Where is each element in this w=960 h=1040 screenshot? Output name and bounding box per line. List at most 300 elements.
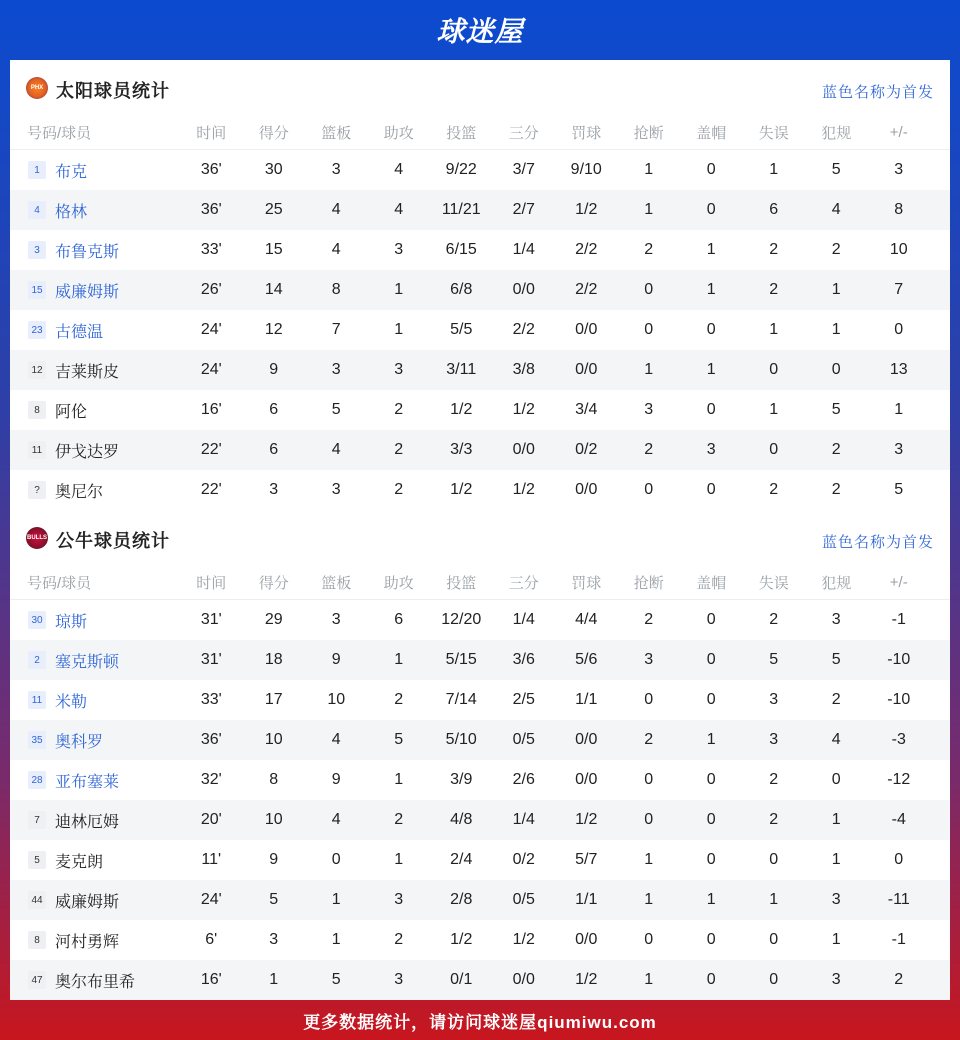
stat-blocks: 0 bbox=[706, 201, 716, 218]
stat-turnovers: 1 bbox=[769, 401, 779, 418]
stat-minutes: 22' bbox=[200, 441, 222, 458]
table-row bbox=[10, 190, 950, 230]
stat-blocks: 1 bbox=[706, 241, 716, 258]
jersey-number: 2 bbox=[28, 651, 46, 669]
column-header: 罚球 bbox=[571, 575, 602, 592]
table-row bbox=[10, 270, 950, 310]
stat-assists: 2 bbox=[394, 931, 404, 948]
stat-field-goals: 3/9 bbox=[450, 771, 473, 788]
stat-free-throws: 0/0 bbox=[575, 931, 598, 948]
column-header: 三分 bbox=[508, 125, 539, 142]
player-cell bbox=[10, 889, 180, 912]
column-header: 投篮 bbox=[446, 125, 477, 142]
stat-minutes: 26' bbox=[200, 281, 222, 298]
stat-free-throws: 5/6 bbox=[575, 651, 598, 668]
stat-fouls: 1 bbox=[831, 321, 841, 338]
stat-minutes: 11' bbox=[201, 851, 222, 868]
stat-assists: 1 bbox=[394, 651, 404, 668]
stat-points: 29 bbox=[264, 611, 283, 628]
stat-points: 14 bbox=[264, 281, 283, 298]
stat-rebounds: 10 bbox=[327, 691, 346, 708]
player-name[interactable]: 河村勇辉 bbox=[55, 933, 120, 951]
player-name[interactable]: 布鲁克斯 bbox=[55, 243, 120, 261]
stat-plus-minus: -3 bbox=[891, 731, 906, 748]
stat-fouls: 3 bbox=[831, 611, 841, 628]
bulls-logo-icon: BULLS bbox=[26, 527, 48, 549]
stat-steals: 0 bbox=[644, 321, 654, 338]
stat-points: 3 bbox=[269, 931, 279, 948]
stat-free-throws: 5/7 bbox=[575, 851, 598, 868]
stat-field-goals: 6/15 bbox=[445, 241, 477, 258]
stat-assists: 1 bbox=[394, 851, 404, 868]
starter-legend-note: 蓝色名称为首发 bbox=[821, 534, 934, 551]
table-row bbox=[10, 800, 950, 840]
stat-minutes: 6' bbox=[205, 931, 218, 948]
stat-fouls: 0 bbox=[831, 361, 841, 378]
stat-turnovers: 0 bbox=[769, 361, 779, 378]
player-cell bbox=[10, 439, 180, 462]
column-header: 助攻 bbox=[383, 125, 414, 142]
stat-turnovers: 1 bbox=[769, 891, 779, 908]
player-cell bbox=[10, 769, 180, 792]
column-header: 助攻 bbox=[383, 575, 414, 592]
stat-three-pointers: 0/0 bbox=[512, 281, 535, 298]
player-cell bbox=[10, 929, 180, 952]
jersey-number: 11 bbox=[28, 441, 46, 459]
stat-rebounds: 4 bbox=[331, 441, 341, 458]
stat-minutes: 31' bbox=[200, 611, 222, 628]
stat-free-throws: 2/2 bbox=[575, 241, 598, 258]
stat-free-throws: 9/10 bbox=[570, 161, 602, 178]
stat-steals: 1 bbox=[644, 161, 654, 178]
player-name[interactable]: 塞克斯顿 bbox=[55, 653, 120, 671]
player-cell bbox=[10, 649, 180, 672]
stat-blocks: 0 bbox=[706, 611, 716, 628]
stat-free-throws: 1/1 bbox=[575, 891, 598, 908]
table-row bbox=[10, 230, 950, 270]
stat-blocks: 0 bbox=[706, 651, 716, 668]
stat-rebounds: 1 bbox=[331, 931, 341, 948]
stat-blocks: 0 bbox=[706, 481, 716, 498]
stat-steals: 1 bbox=[644, 971, 654, 988]
stat-assists: 3 bbox=[394, 241, 404, 258]
stat-minutes: 22' bbox=[200, 481, 222, 498]
stat-free-throws: 0/0 bbox=[575, 361, 598, 378]
stat-turnovers: 0 bbox=[769, 971, 779, 988]
stat-free-throws: 2/2 bbox=[575, 281, 598, 298]
stat-rebounds: 0 bbox=[331, 851, 341, 868]
stat-blocks: 0 bbox=[706, 161, 716, 178]
column-header: 抢断 bbox=[633, 125, 664, 142]
stat-steals: 3 bbox=[644, 651, 654, 668]
stat-fouls: 2 bbox=[831, 241, 841, 258]
brand-logo: 球迷屋 bbox=[436, 16, 524, 47]
stat-assists: 2 bbox=[394, 811, 404, 828]
column-header: 犯规 bbox=[821, 125, 852, 142]
stat-plus-minus: -10 bbox=[887, 691, 911, 708]
stat-three-pointers: 0/5 bbox=[512, 891, 535, 908]
stat-minutes: 20' bbox=[200, 811, 222, 828]
stat-plus-minus: 5 bbox=[894, 481, 904, 498]
starter-legend-note: 蓝色名称为首发 bbox=[821, 84, 934, 101]
stat-rebounds: 3 bbox=[331, 481, 341, 498]
stats-panel bbox=[10, 60, 950, 1000]
jersey-number: 4 bbox=[28, 201, 46, 219]
stat-assists: 4 bbox=[394, 201, 404, 218]
stat-plus-minus: -10 bbox=[887, 651, 911, 668]
stat-turnovers: 2 bbox=[769, 241, 779, 258]
stat-minutes: 36' bbox=[200, 731, 222, 748]
player-cell bbox=[10, 399, 180, 422]
table-row bbox=[10, 430, 950, 470]
stat-fouls: 2 bbox=[831, 691, 841, 708]
stat-fouls: 3 bbox=[831, 971, 841, 988]
stat-points: 25 bbox=[264, 201, 283, 218]
player-cell bbox=[10, 809, 180, 832]
stat-field-goals: 1/2 bbox=[450, 931, 473, 948]
stat-rebounds: 3 bbox=[331, 611, 341, 628]
player-name[interactable]: 古德温 bbox=[55, 323, 104, 341]
player-cell bbox=[10, 359, 180, 382]
stat-steals: 3 bbox=[644, 401, 654, 418]
stat-minutes: 32' bbox=[200, 771, 222, 788]
table-row bbox=[10, 150, 950, 190]
stat-rebounds: 8 bbox=[331, 281, 341, 298]
player-name[interactable]: 麦克朗 bbox=[55, 853, 104, 871]
stat-plus-minus: -4 bbox=[891, 811, 906, 828]
stat-rebounds: 4 bbox=[331, 731, 341, 748]
stat-fouls: 2 bbox=[831, 481, 841, 498]
stat-turnovers: 2 bbox=[769, 481, 779, 498]
table-row bbox=[10, 760, 950, 800]
stat-field-goals: 2/4 bbox=[450, 851, 473, 868]
stat-rebounds: 5 bbox=[331, 971, 341, 988]
stat-field-goals: 7/14 bbox=[445, 691, 477, 708]
stat-fouls: 5 bbox=[831, 651, 841, 668]
table-row bbox=[10, 680, 950, 720]
player-name[interactable]: 奥尔布里希 bbox=[55, 973, 136, 991]
jersey-number: 28 bbox=[28, 771, 46, 789]
stat-points: 12 bbox=[264, 321, 283, 338]
stat-assists: 4 bbox=[394, 161, 404, 178]
stat-fouls: 2 bbox=[831, 441, 841, 458]
jersey-number: 3 bbox=[28, 241, 46, 259]
player-cell bbox=[10, 239, 180, 262]
stat-assists: 3 bbox=[394, 971, 404, 988]
stat-assists: 5 bbox=[394, 731, 404, 748]
table-row bbox=[10, 960, 950, 1000]
column-header: 投篮 bbox=[446, 575, 477, 592]
stat-plus-minus: -12 bbox=[887, 771, 911, 788]
stat-field-goals: 6/8 bbox=[450, 281, 473, 298]
stat-minutes: 24' bbox=[200, 321, 222, 338]
stat-field-goals: 1/2 bbox=[450, 401, 473, 418]
player-cell bbox=[10, 479, 180, 502]
stat-blocks: 0 bbox=[706, 851, 716, 868]
player-name[interactable]: 格林 bbox=[55, 203, 88, 221]
stat-fouls: 3 bbox=[831, 891, 841, 908]
column-header: 罚球 bbox=[571, 125, 602, 142]
jersey-number: 30 bbox=[28, 611, 46, 629]
stat-minutes: 24' bbox=[200, 361, 222, 378]
stat-minutes: 16' bbox=[200, 971, 222, 988]
player-cell bbox=[10, 689, 180, 712]
stat-steals: 0 bbox=[644, 771, 654, 788]
stat-turnovers: 3 bbox=[769, 731, 779, 748]
stat-field-goals: 12/20 bbox=[441, 611, 482, 628]
stat-minutes: 16' bbox=[200, 401, 222, 418]
stat-points: 6 bbox=[269, 441, 279, 458]
player-name[interactable]: 伊戈达罗 bbox=[55, 443, 120, 461]
stat-free-throws: 1/2 bbox=[575, 201, 598, 218]
stat-plus-minus: 3 bbox=[894, 161, 904, 178]
stat-field-goals: 3/11 bbox=[446, 361, 477, 378]
section-header bbox=[10, 60, 950, 116]
stat-points: 17 bbox=[264, 691, 283, 708]
player-cell bbox=[10, 729, 180, 752]
jersey-number: 35 bbox=[28, 731, 46, 749]
player-name[interactable]: 亚布塞莱 bbox=[55, 773, 120, 791]
stat-minutes: 24' bbox=[200, 891, 222, 908]
stat-plus-minus: 13 bbox=[889, 361, 908, 378]
stat-free-throws: 0/0 bbox=[575, 731, 598, 748]
player-name[interactable]: 布克 bbox=[55, 163, 88, 181]
stat-blocks: 1 bbox=[706, 361, 716, 378]
stat-fouls: 1 bbox=[831, 281, 841, 298]
stat-blocks: 3 bbox=[706, 441, 716, 458]
stat-free-throws: 0/2 bbox=[575, 441, 598, 458]
stat-steals: 0 bbox=[644, 481, 654, 498]
stat-turnovers: 2 bbox=[769, 611, 779, 628]
jersey-number: ? bbox=[28, 481, 46, 499]
stat-field-goals: 4/8 bbox=[450, 811, 473, 828]
player-name[interactable]: 琼斯 bbox=[55, 613, 88, 631]
stat-plus-minus: 10 bbox=[889, 241, 908, 258]
table-header-row bbox=[10, 116, 950, 150]
stat-rebounds: 5 bbox=[331, 401, 341, 418]
player-name[interactable]: 威廉姆斯 bbox=[55, 283, 120, 301]
jersey-number: 12 bbox=[28, 361, 46, 379]
stat-field-goals: 2/8 bbox=[450, 891, 473, 908]
stat-three-pointers: 3/7 bbox=[512, 161, 535, 178]
stat-steals: 0 bbox=[644, 811, 654, 828]
stat-assists: 1 bbox=[394, 771, 404, 788]
column-header: 抢断 bbox=[633, 575, 664, 592]
stat-turnovers: 2 bbox=[769, 281, 779, 298]
stat-assists: 6 bbox=[394, 611, 404, 628]
column-header: 号码/球员 bbox=[27, 575, 92, 592]
stat-points: 9 bbox=[269, 361, 279, 378]
stat-minutes: 36' bbox=[200, 161, 222, 178]
stat-three-pointers: 0/0 bbox=[512, 441, 535, 458]
stat-three-pointers: 0/5 bbox=[512, 731, 535, 748]
table-row bbox=[10, 350, 950, 390]
stat-three-pointers: 1/2 bbox=[512, 931, 535, 948]
table-row bbox=[10, 310, 950, 350]
player-cell bbox=[10, 849, 180, 872]
stat-plus-minus: 7 bbox=[894, 281, 904, 298]
stat-free-throws: 1/1 bbox=[575, 691, 598, 708]
jersey-number: 23 bbox=[28, 321, 46, 339]
stat-turnovers: 1 bbox=[769, 161, 779, 178]
stat-steals: 1 bbox=[644, 201, 654, 218]
stat-three-pointers: 1/2 bbox=[512, 401, 535, 418]
stat-rebounds: 1 bbox=[331, 891, 341, 908]
player-cell bbox=[10, 279, 180, 302]
table-header-row bbox=[10, 566, 950, 600]
stat-three-pointers: 0/2 bbox=[512, 851, 535, 868]
stat-rebounds: 7 bbox=[331, 321, 341, 338]
stat-blocks: 0 bbox=[706, 771, 716, 788]
stat-assists: 2 bbox=[394, 441, 404, 458]
player-name[interactable]: 阿伦 bbox=[55, 403, 88, 421]
footer-banner[interactable]: 更多数据统计，请访问球迷屋qiumiwu.com bbox=[303, 1012, 657, 1032]
stat-free-throws: 4/4 bbox=[575, 611, 598, 628]
stat-free-throws: 0/0 bbox=[575, 321, 598, 338]
jersey-number: 8 bbox=[28, 401, 46, 419]
column-header: 盖帽 bbox=[696, 575, 727, 592]
stat-rebounds: 3 bbox=[331, 361, 341, 378]
stat-steals: 2 bbox=[644, 441, 654, 458]
stat-points: 3 bbox=[269, 481, 279, 498]
stat-blocks: 0 bbox=[706, 691, 716, 708]
stat-steals: 2 bbox=[644, 731, 654, 748]
stat-points: 1 bbox=[269, 971, 279, 988]
stat-points: 10 bbox=[264, 731, 283, 748]
stat-fouls: 1 bbox=[831, 851, 841, 868]
stat-turnovers: 3 bbox=[769, 691, 779, 708]
stat-assists: 1 bbox=[394, 321, 404, 338]
stat-field-goals: 11/21 bbox=[441, 201, 481, 218]
stat-points: 5 bbox=[269, 891, 279, 908]
player-cell bbox=[10, 319, 180, 342]
column-header: +/- bbox=[889, 124, 908, 141]
player-cell bbox=[10, 969, 180, 992]
stat-minutes: 33' bbox=[200, 241, 222, 258]
stat-field-goals: 5/5 bbox=[450, 321, 473, 338]
jersey-number: 15 bbox=[28, 281, 46, 299]
column-header: 时间 bbox=[196, 575, 227, 592]
jersey-number: 7 bbox=[28, 811, 46, 829]
stat-steals: 2 bbox=[644, 611, 654, 628]
table-row bbox=[10, 470, 950, 510]
jersey-number: 1 bbox=[28, 161, 46, 179]
jersey-number: 8 bbox=[28, 931, 46, 949]
stat-three-pointers: 1/2 bbox=[512, 481, 535, 498]
stat-three-pointers: 1/4 bbox=[512, 241, 535, 258]
stat-field-goals: 1/2 bbox=[450, 481, 473, 498]
stat-turnovers: 0 bbox=[769, 931, 779, 948]
stat-blocks: 1 bbox=[706, 731, 716, 748]
stat-fouls: 1 bbox=[831, 811, 841, 828]
team-section-suns bbox=[10, 60, 950, 510]
stat-turnovers: 6 bbox=[769, 201, 779, 218]
column-header: 盖帽 bbox=[696, 125, 727, 142]
stat-plus-minus: 8 bbox=[894, 201, 904, 218]
stat-field-goals: 0/1 bbox=[450, 971, 473, 988]
stat-minutes: 33' bbox=[200, 691, 222, 708]
column-header: 篮板 bbox=[321, 575, 352, 592]
stat-three-pointers: 3/8 bbox=[512, 361, 535, 378]
stat-three-pointers: 2/6 bbox=[512, 771, 535, 788]
stat-plus-minus: 0 bbox=[894, 851, 904, 868]
section-title: 太阳球员统计 bbox=[56, 81, 170, 101]
stat-assists: 2 bbox=[394, 401, 404, 418]
stat-three-pointers: 2/7 bbox=[512, 201, 535, 218]
stat-blocks: 0 bbox=[706, 321, 716, 338]
stat-field-goals: 5/10 bbox=[445, 731, 477, 748]
stat-turnovers: 5 bbox=[769, 651, 779, 668]
stat-three-pointers: 2/2 bbox=[512, 321, 535, 338]
player-name[interactable]: 奥科罗 bbox=[55, 733, 104, 751]
stat-free-throws: 3/4 bbox=[575, 401, 598, 418]
player-name[interactable]: 吉莱斯皮 bbox=[55, 363, 120, 381]
stat-plus-minus: 3 bbox=[894, 441, 904, 458]
table-row bbox=[10, 600, 950, 640]
stat-free-throws: 1/2 bbox=[575, 971, 598, 988]
player-cell bbox=[10, 609, 180, 632]
stat-points: 30 bbox=[264, 161, 283, 178]
stat-plus-minus: -1 bbox=[891, 931, 906, 948]
player-name[interactable]: 迪林厄姆 bbox=[55, 813, 120, 831]
stat-points: 6 bbox=[269, 401, 279, 418]
player-cell bbox=[10, 199, 180, 222]
column-header: 号码/球员 bbox=[27, 125, 92, 142]
player-name[interactable]: 米勒 bbox=[55, 693, 88, 711]
stat-fouls: 5 bbox=[831, 401, 841, 418]
stat-fouls: 5 bbox=[831, 161, 841, 178]
column-header: 犯规 bbox=[821, 575, 852, 592]
stat-blocks: 1 bbox=[706, 281, 716, 298]
section-title: 公牛球员统计 bbox=[56, 531, 170, 551]
stat-free-throws: 1/2 bbox=[575, 811, 598, 828]
stat-assists: 2 bbox=[394, 481, 404, 498]
jersey-number: 11 bbox=[28, 691, 46, 709]
stat-plus-minus: -1 bbox=[891, 611, 906, 628]
stat-points: 18 bbox=[264, 651, 283, 668]
stat-turnovers: 0 bbox=[769, 851, 779, 868]
stat-three-pointers: 3/6 bbox=[512, 651, 535, 668]
stat-points: 9 bbox=[269, 851, 279, 868]
column-header: +/- bbox=[889, 574, 908, 591]
stat-fouls: 4 bbox=[831, 731, 841, 748]
stat-turnovers: 0 bbox=[769, 441, 779, 458]
stat-fouls: 0 bbox=[831, 771, 841, 788]
column-header: 得分 bbox=[258, 125, 289, 142]
stat-assists: 2 bbox=[394, 691, 404, 708]
player-name[interactable]: 奥尼尔 bbox=[55, 483, 104, 501]
table-row bbox=[10, 720, 950, 760]
stat-blocks: 0 bbox=[706, 931, 716, 948]
stat-rebounds: 9 bbox=[331, 771, 341, 788]
stat-free-throws: 0/0 bbox=[575, 771, 598, 788]
stat-minutes: 31' bbox=[200, 651, 222, 668]
stat-steals: 0 bbox=[644, 281, 654, 298]
stat-steals: 1 bbox=[644, 851, 654, 868]
column-header: 失误 bbox=[758, 125, 789, 142]
column-header: 得分 bbox=[258, 575, 289, 592]
stat-points: 15 bbox=[264, 241, 283, 258]
column-header: 三分 bbox=[508, 575, 539, 592]
column-header: 时间 bbox=[196, 125, 227, 142]
stat-three-pointers: 1/4 bbox=[512, 611, 535, 628]
player-cell bbox=[10, 159, 180, 182]
jersey-number: 44 bbox=[28, 891, 46, 909]
stat-points: 8 bbox=[269, 771, 279, 788]
stat-plus-minus: 1 bbox=[894, 401, 904, 418]
stat-plus-minus: -11 bbox=[887, 891, 910, 908]
player-name[interactable]: 威廉姆斯 bbox=[55, 893, 120, 911]
